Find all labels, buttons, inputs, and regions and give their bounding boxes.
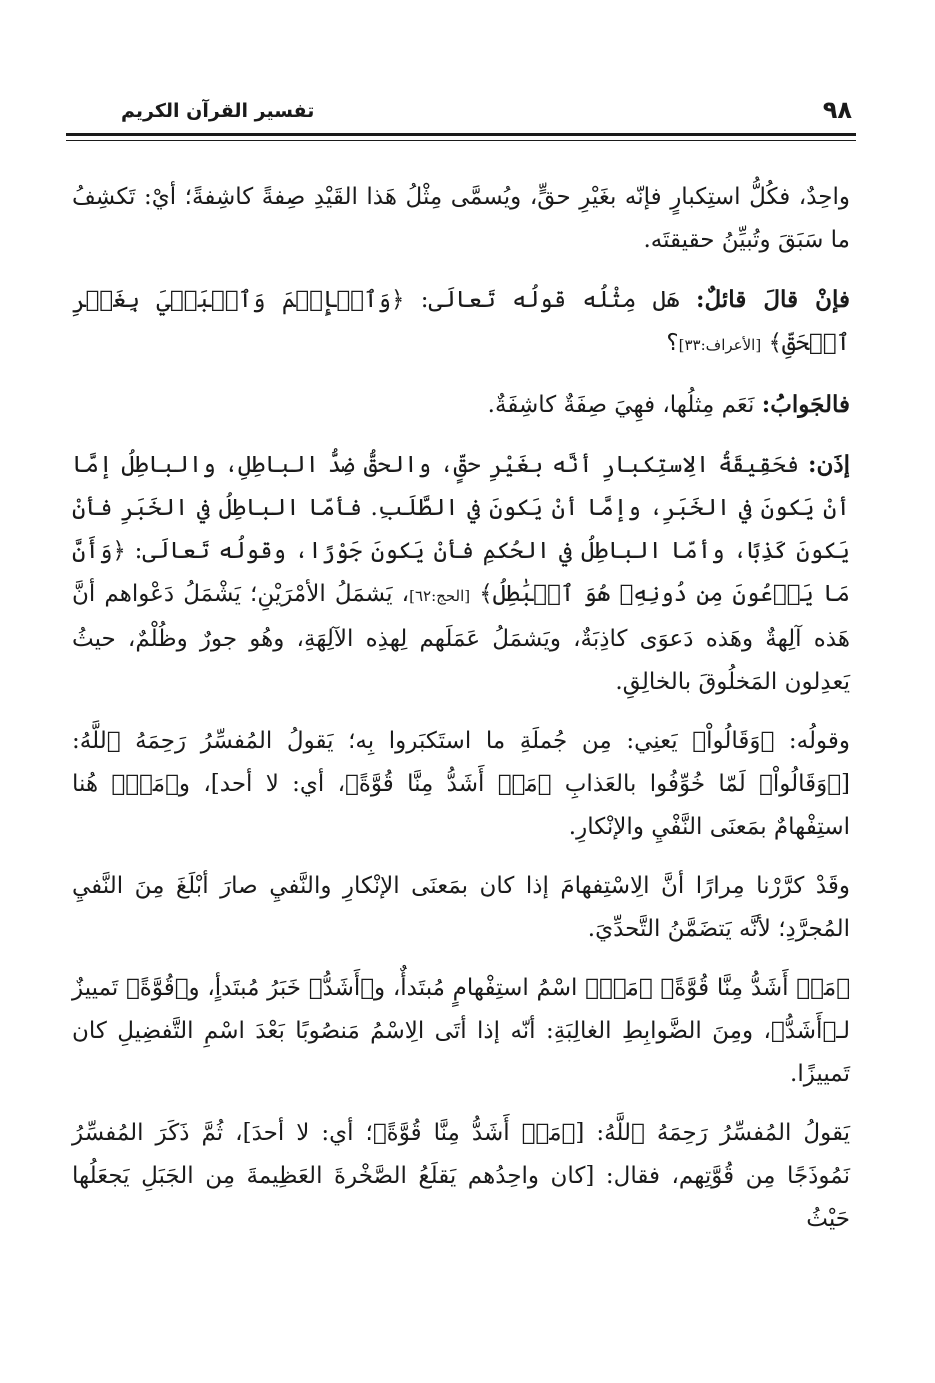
- paragraph-text: نَعَم مِثلُها، فهِيَ صِفَةٌ كاشِفَةٌ.: [487, 392, 762, 418]
- paragraph-text: وقولُه: ﴿وَقَالُواْ﴾ يَعنِي: مِن جُملَةِ ما استَكبَروا بِه؛ يَقولُ المُفسِّرُ رَحِمَهُ ٱللَّهُ: [﴿وَقَالُواْ﴾ لَمّا خُوِّفُوا بالعَذابِ ﴿مَنۡ أَشَدُّ مِنَّا قُوَّةً﴾، أي: لا أحد]، و﴿مَنۡ﴾ هُنا استِفْهامٌ بمَعنَى النَّفْيِ والإنْكارِ.: [72, 728, 850, 840]
- paragraph-tail: ، يَشمَلُ الأمْرَيْنِ؛ يَشْمَلُ دَعْواهم أنَّ هَذه آلِهةٌ وهَذه دَعوَى كاذِبَةٌ، ويَشمَلُ عَمَلَهم لِهذِه الآلِهَةِ، وهُو جورٌ وظُلْمٌ، حيثُ يَعدِلون المَخلُوقَ بالخالِقِ.: [72, 581, 850, 695]
- paragraph-lead: فإنْ قالَ قائلٌ:: [696, 286, 850, 313]
- paragraph-7: [72, 967, 850, 1096]
- paragraph-text: هَل مِثْلُه قولُه تَعالَى: ﴿وَٱلۡإِثۡمَ وَٱلۡبَغۡيَ بِغَيۡرِ ٱلۡحَقِّ﴾: [72, 287, 850, 356]
- header-rule-thin: [66, 140, 856, 141]
- page-number: ٩٨: [822, 96, 852, 124]
- paragraph-1: [72, 176, 850, 262]
- page-header: [66, 96, 856, 136]
- paragraph-4: [72, 443, 850, 704]
- paragraph-6: [72, 865, 850, 951]
- paragraph-lead: إذَن:: [807, 451, 850, 478]
- paragraph-text: فحَقِيقَةُ الِاستِكبارِ أنَّه بغَيْرِ حقٍّ، والحقُّ ضِدُّ الباطِلِ، والباطِلُ إمَّا أنْ يَكونَ في الخَبَرِ، وإمَّا أنْ يَكونَ في الطَّلَبِ. فأمّا الباطِلُ في الخَبَرِ فأنْ يَكونَ كَذِبًا، وأمّا الباطِلُ في الحُكمِ فأنْ يَكونَ جَوْرًا، وقولُه تَعالَى: ﴿وَأَنَّ مَا يَدۡعُونَ مِن دُونِهِۦ هُوَ ٱلۡبَٰطِلُ﴾: [72, 452, 850, 607]
- paragraph-5: [72, 720, 850, 849]
- book-title: تفسير القرآن الكريم: [121, 100, 315, 122]
- header-rule: [66, 133, 856, 136]
- paragraph-text: يَقولُ المُفسِّرُ رَحِمَهُ ٱللَّهُ: [﴿مَنۡ أَشَدُّ مِنَّا قُوَّةً﴾؛ أي: لا أحدَ]، ثُمَّ ذَكَرَ المُفسِّرُ نَمُوذَجًا مِن قُوَّتِهم، فقال: [كان واحِدُهم يَقلَعُ الصَّخْرةَ العَظِيمةَ مِن الجَبَلِ يَجعَلُها حَيْثُ: [72, 1120, 850, 1232]
- verse-citation: [الأعراف:٣٣]: [678, 336, 762, 354]
- paragraph-2: [72, 278, 850, 367]
- paragraph-text: واحِدٌ، فكُلُّ استِكبارٍ فإنّه بغَيْرِ حقٍّ، ويُسمَّى مِثْلُ هَذا القَيْدِ صِفةً كاشِفةً؛ أيْ: تَكشِفُ ما سَبَقَ وتُبيِّنُ حقيقتَه.: [72, 184, 850, 253]
- paragraph-lead: فالجَوابُ:: [761, 391, 850, 418]
- paragraph-text: وقَدْ كرَّرْنا مِرارًا أنَّ الِاسْتِفهامَ إذا كان بمَعنَى الإنْكارِ والنَّفيِ صارَ أبْلَغَ مِنَ النَّفيِ المُجرَّدِ؛ لأنَّه يَتضَمَّنُ التَّحدِّيَ.: [72, 873, 850, 942]
- paragraph-text: ﴿مَنۡ أَشَدُّ مِنَّا قُوَّةً﴾ ﴿مَنۡ﴾ اسْمُ استِفْهامٍ مُبتَدأٌ، و﴿أَشَدُّ﴾ خَبَرُ مُبتَدأٍ، و﴿قُوَّةً﴾ تَمييزٌ لـ﴿أَشَدُّ﴾، ومِنَ الضَّوابِطِ الغالِبَةِ: أنّه إذا أتَى الِاسْمُ مَنصُوبًا بَعْدَ اسْمِ التَّفضِيلِ كان تَمييزًا.: [72, 975, 850, 1087]
- paragraph-3: [72, 383, 850, 427]
- paragraph-tail: ؟: [666, 330, 679, 356]
- paragraph-8: [72, 1112, 850, 1241]
- verse-citation: [الحج:٦٢]: [409, 587, 471, 605]
- page-body: [72, 176, 850, 1257]
